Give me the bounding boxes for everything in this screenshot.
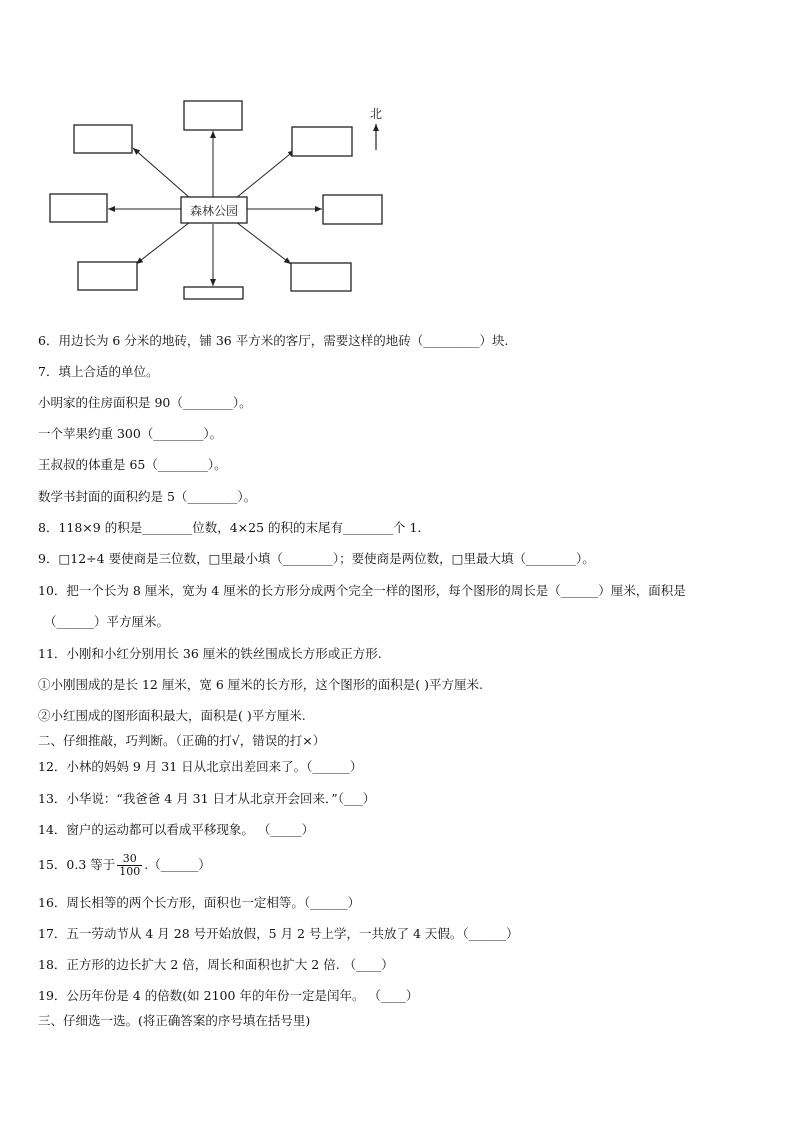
box-northeast — [292, 127, 352, 156]
question-7-a: 小明家的住房面积是 90（________）。 — [38, 395, 252, 410]
question-16: 16．周长相等的两个长方形，面积也一定相等。（______） — [38, 895, 361, 910]
center-label: 森林公园 — [189, 204, 239, 218]
box-east — [323, 195, 382, 224]
question-7-d: 数学书封面的面积约是 5（________）。 — [38, 489, 257, 504]
q15-prefix: 15．0.3 等于 — [38, 857, 116, 872]
section-3-heading: 三、仔细选一选。(将正确答案的序号填在括号里) — [38, 1013, 311, 1028]
question-11: 11．小刚和小红分别用长 36 厘米的铁丝围成长方形或正方形. — [38, 646, 382, 661]
arrow-northwest — [133, 148, 190, 198]
arrow-southwest — [136, 222, 190, 264]
question-7: 7．填上合适的单位。 — [38, 364, 159, 379]
arrow-southeast — [236, 222, 291, 264]
fraction-numerator: 30 — [117, 853, 142, 866]
question-15 — [38, 850, 211, 880]
question-8: 8．118×9 的积是________位数，4×25 的积的末尾有________个 1． — [38, 520, 430, 535]
direction-diagram — [0, 0, 794, 300]
question-7-b: 一个苹果约重 300（________）。 — [38, 426, 223, 441]
arrow-northeast — [236, 150, 295, 198]
fraction — [117, 853, 142, 878]
question-14: 14．窗户的运动都可以看成平移现象。 （_____） — [38, 822, 315, 837]
question-7-c: 王叔叔的体重是 65（________）。 — [38, 457, 227, 472]
question-10: 10．把一个长为 8 厘米，宽为 4 厘米的长方形分成两个完全一样的图形，每个图形的周长是（______）厘米，面积是 — [38, 583, 686, 598]
question-6: 6．用边长为 6 分米的地砖，铺 36 平方米的客厅，需要这样的地砖（_________）块. — [38, 333, 509, 348]
question-11-a: ①小刚围成的是长 12 厘米，宽 6 厘米的长方形，这个图形的面积是( )平方厘米. — [38, 677, 483, 692]
question-12: 12．小林的妈妈 9 月 31 日从北京出差回来了。（______） — [38, 759, 363, 774]
question-11-b: ②小红围成的图形面积最大，面积是( )平方厘米. — [38, 708, 306, 723]
box-south — [184, 287, 243, 299]
q15-suffix: .（______） — [144, 857, 211, 872]
box-southwest — [78, 262, 137, 290]
question-10-cont: （______）平方厘米。 — [44, 614, 170, 629]
box-north — [184, 101, 242, 130]
question-19: 19．公历年份是 4 的倍数(如 2100 年的年份一定是闰年。 （____） — [38, 988, 419, 1003]
question-18: 18．正方形的边长扩大 2 倍，周长和面积也扩大 2 倍. （____） — [38, 957, 394, 972]
question-17: 17．五一劳动节从 4 月 28 号开始放假，5 月 2 号上学，一共放了 4 天假。（______） — [38, 926, 519, 941]
question-13: 13．小华说：“我爸爸 4 月 31 日才从北京开会回来．”（___） — [38, 791, 376, 806]
box-northwest — [74, 125, 132, 153]
section-2-heading: 二、仔细推敲，巧判断。（正确的打√，错误的打×） — [38, 733, 326, 748]
north-label: 北 — [369, 107, 383, 121]
box-west — [50, 194, 107, 222]
fraction-denominator: 100 — [119, 865, 141, 878]
box-southeast — [291, 263, 351, 291]
question-9: 9．□12÷4 要使商是三位数，□里最小填（________）；要使商是两位数，□里最大填（________）。 — [38, 551, 595, 566]
